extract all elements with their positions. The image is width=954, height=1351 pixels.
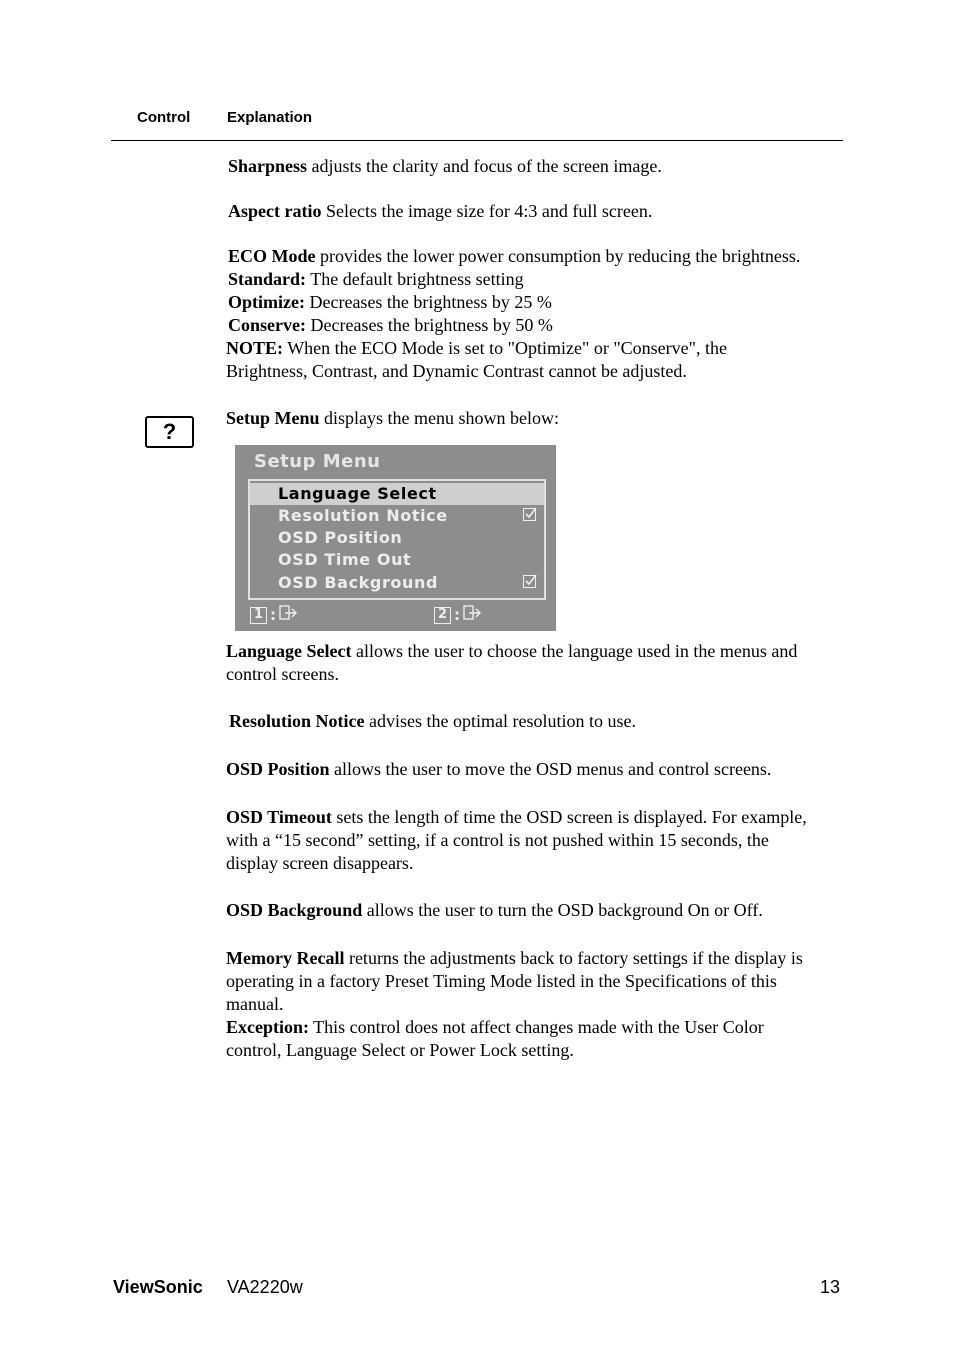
key-1-icon: 1 [250, 607, 267, 624]
exit-icon [279, 605, 299, 625]
osd-item-osd-time-out[interactable]: OSD Time Out [278, 550, 412, 569]
footer-model: VA2220w [227, 1277, 303, 1297]
osd-background-paragraph: OSD Background allows the user to turn the OSD background On or Off. [226, 900, 763, 920]
memory-recall-paragraph: Memory Recall returns the adjustments back to factory settings if the display is operating in a factory Preset Timing Mode listed in the Specifications of this manual. Exception: This control does not affect changes made with the User Color control, Language Select or Power Lock setting. [226, 948, 803, 1060]
osd-item-resolution-notice[interactable]: Resolution Notice [250, 505, 544, 527]
eco-mode-paragraph: ECO Mode provides the lower power consumption by reducing the brightness. Standard: The default brightness setting Optimize: Decreases the brightness by 25 % Conserve: Decreases the brightness by 50 % [228, 246, 801, 335]
page-number: 13 [820, 1277, 841, 1297]
resolution-notice-paragraph: Resolution Notice advises the optimal resolution to use. [229, 711, 636, 731]
osd-position-paragraph: OSD Position allows the user to move the OSD menus and control screens. [226, 759, 772, 779]
column-header-control: Control [137, 109, 191, 126]
language-select-paragraph: Language Select allows the user to choose the language used in the menus and control screens. [226, 641, 798, 684]
checkbox-icon [523, 575, 536, 588]
osd-key-1-hint: 1 : [250, 605, 299, 625]
footer-brand: ViewSonic [113, 1277, 203, 1297]
sharpness-paragraph: Sharpness adjusts the clarity and focus of the screen image. [228, 156, 662, 176]
osd-title: Setup Menu [254, 451, 381, 472]
aspect-ratio-paragraph: Aspect ratio Selects the image size for 4:3 and full screen. [228, 201, 653, 221]
osd-key-2-hint: 2 : [434, 605, 483, 625]
setup-menu-icon: ? [145, 416, 194, 448]
setup-menu-osd [235, 445, 556, 631]
checkbox-icon [523, 508, 536, 521]
osd-item-osd-background[interactable]: OSD Background [250, 572, 544, 594]
eco-note-paragraph: NOTE: When the ECO Mode is set to "Optimize" or "Conserve", the Brightness, Contrast, and Dynamic Contrast cannot be adjusted. [226, 338, 727, 381]
osd-menu-list [248, 479, 546, 600]
osd-timeout-paragraph: OSD Timeout sets the length of time the OSD screen is displayed. For example, with a “15 second” setting, if a control is not pushed within 15 seconds, the display screen disappears. [226, 807, 807, 873]
key-2-icon: 2 [434, 607, 451, 624]
header-rule [111, 140, 843, 141]
term: Sharpness [228, 156, 308, 176]
enter-icon [463, 605, 483, 625]
setup-menu-paragraph: Setup Menu displays the menu shown below: [226, 408, 559, 428]
osd-item-language-select[interactable]: Language Select [250, 483, 544, 505]
osd-item-osd-position[interactable]: OSD Position [278, 528, 403, 547]
column-header-explanation: Explanation [227, 109, 313, 126]
